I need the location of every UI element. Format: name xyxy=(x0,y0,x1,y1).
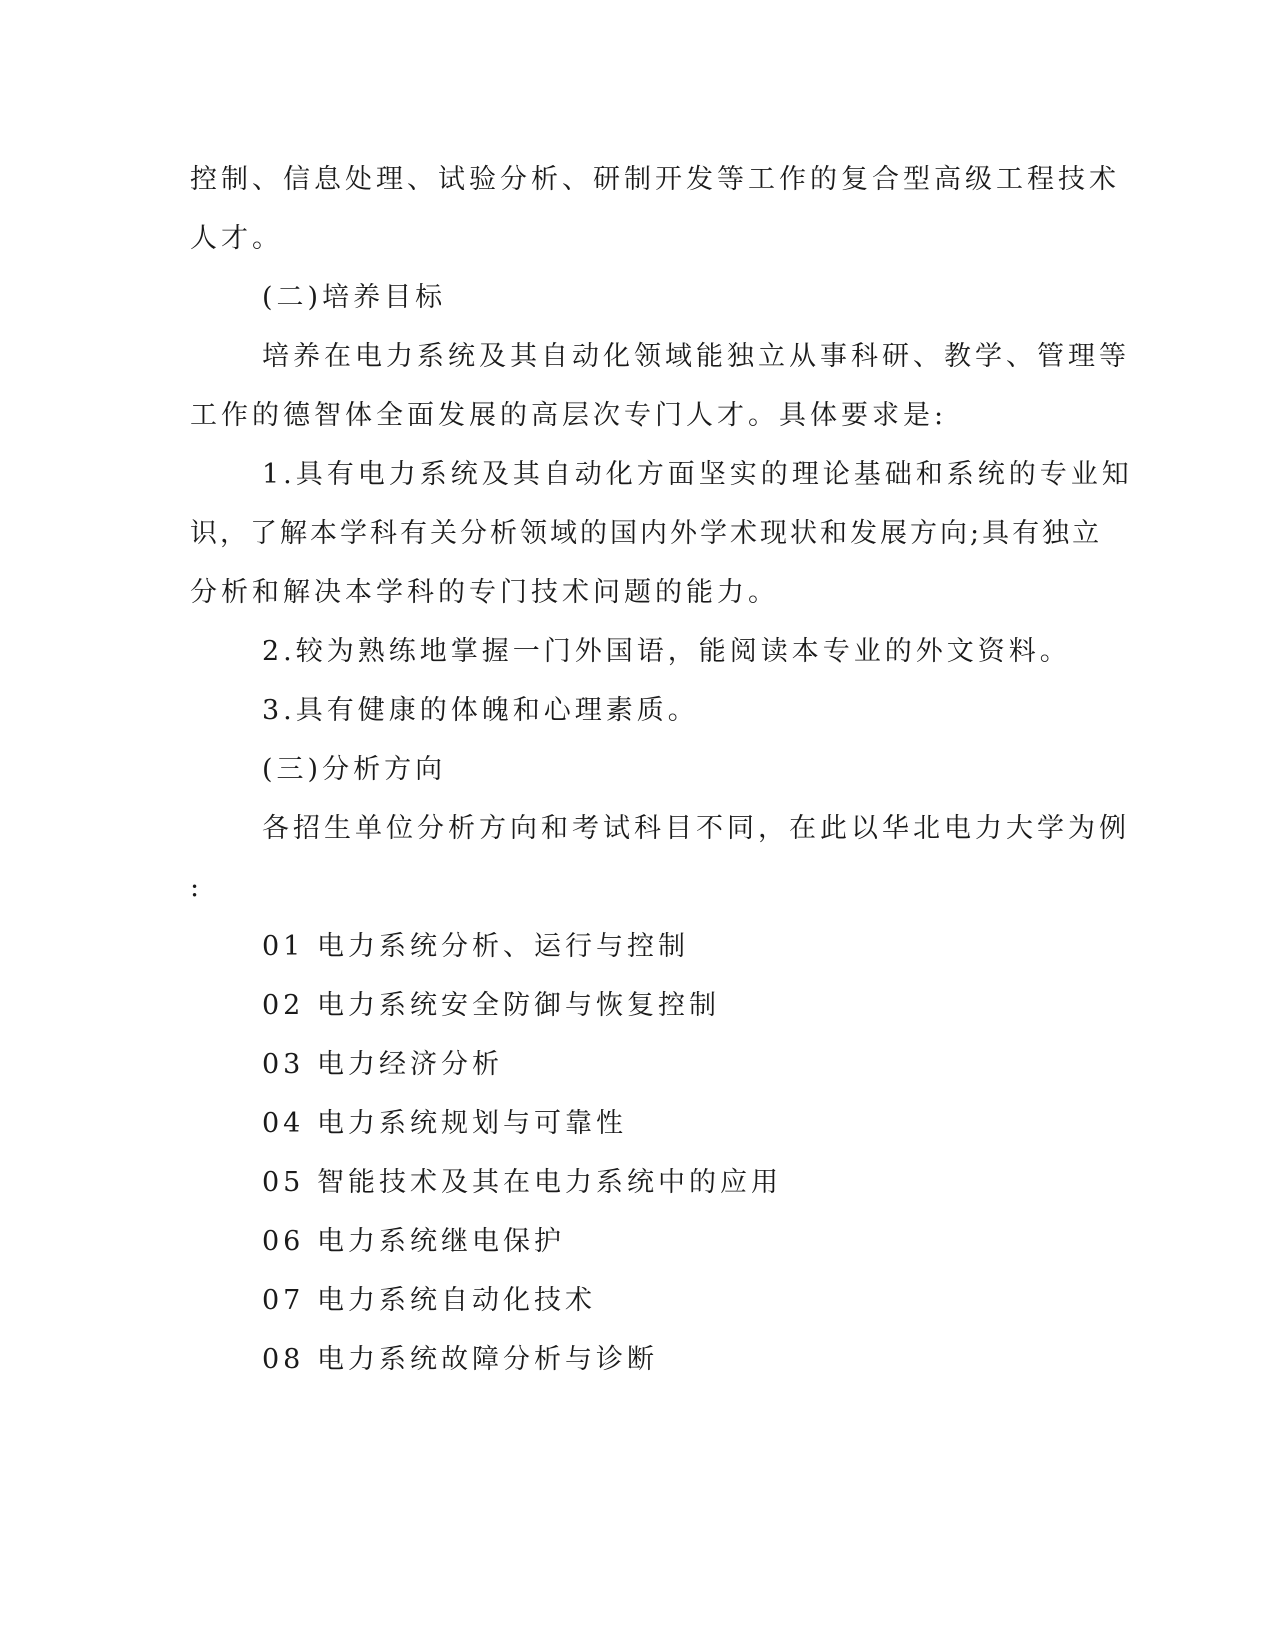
directions-paragraph-line-2: : xyxy=(190,872,204,903)
direction-item: 03 电力经济分析 xyxy=(262,1049,503,1080)
direction-item: 07 电力系统自动化技术 xyxy=(262,1285,596,1316)
requirement-1-line-1: 1.具有电力系统及其自动化方面坚实的理论基础和系统的专业知 xyxy=(262,459,1133,490)
direction-item: 06 电力系统继电保护 xyxy=(262,1226,565,1257)
goals-paragraph-line-1: 培养在电力系统及其自动化领域能独立从事科研、教学、管理等 xyxy=(262,341,1130,372)
direction-item: 08 电力系统故障分析与诊断 xyxy=(262,1344,658,1375)
goals-paragraph-line-2: 工作的德智体全面发展的高层次专门人才。具体要求是: xyxy=(190,400,948,431)
direction-item: 04 电力系统规划与可靠性 xyxy=(262,1108,627,1139)
section-heading-training-goals: (二)培养目标 xyxy=(262,282,447,313)
directions-paragraph-line-1: 各招生单位分析方向和考试科目不同，在此以华北电力大学为例 xyxy=(262,813,1130,844)
intro-line-1: 控制、信息处理、试验分析、研制开发等工作的复合型高级工程技术 xyxy=(190,164,1120,195)
requirement-1-line-2: 识，了解本学科有关分析领域的国内外学术现状和发展方向;具有独立 xyxy=(190,518,1103,549)
intro-line-2: 人才。 xyxy=(190,223,283,254)
requirement-1-line-3: 分析和解决本学科的专门技术问题的能力。 xyxy=(190,577,779,608)
direction-item: 01 电力系统分析、运行与控制 xyxy=(262,931,689,962)
requirement-3: 3.具有健康的体魄和心理素质。 xyxy=(262,695,699,726)
section-heading-research-directions: (三)分析方向 xyxy=(262,754,447,785)
requirement-2: 2.较为熟练地掌握一门外国语，能阅读本专业的外文资料。 xyxy=(262,636,1071,667)
direction-item: 02 电力系统安全防御与恢复控制 xyxy=(262,990,720,1021)
direction-item: 05 智能技术及其在电力系统中的应用 xyxy=(262,1167,782,1198)
